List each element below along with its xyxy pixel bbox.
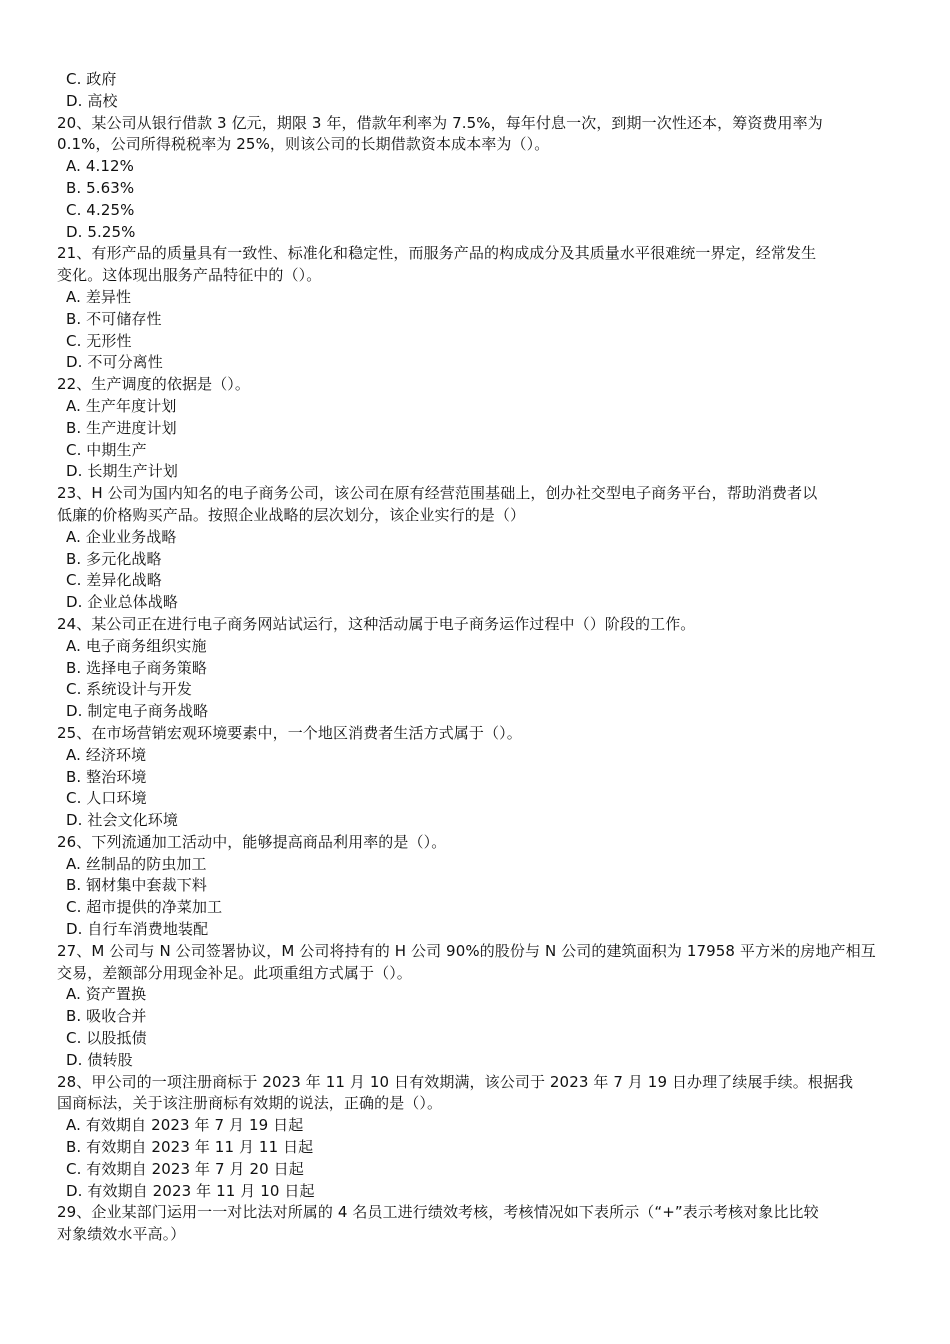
answer-option: C. 人口环境 bbox=[66, 789, 147, 808]
question-text: 22、生产调度的依据是（）。 bbox=[57, 375, 250, 394]
answer-option: B. 不可储存性 bbox=[66, 309, 162, 328]
answer-option: B. 5.63% bbox=[66, 178, 135, 197]
answer-option: B. 选择电子商务策略 bbox=[66, 658, 207, 677]
answer-option: A. 资产置换 bbox=[66, 985, 147, 1004]
question-text: 20、某公司从银行借款 3 亿元，期限 3 年，借款年利率为 7.5%，每年付息一次，到期一次性还本，筹资费用率为 bbox=[57, 113, 823, 132]
answer-option: D. 有效期自 2023 年 11 月 10 日起 bbox=[66, 1181, 315, 1200]
question-text: 25、在市场营销宏观环境要素中，一个地区消费者生活方式属于（）。 bbox=[57, 723, 522, 742]
answer-option: C. 超市提供的净菜加工 bbox=[66, 898, 223, 917]
answer-option: D. 高校 bbox=[66, 91, 118, 110]
answer-option: A. 企业业务战略 bbox=[66, 527, 177, 546]
answer-option: D. 5.25% bbox=[66, 222, 136, 241]
answer-option: D. 社会文化环境 bbox=[66, 811, 178, 830]
answer-option: A. 差异性 bbox=[66, 287, 132, 306]
question-text-continued: 变化。这体现出服务产品特征中的（）。 bbox=[57, 266, 322, 285]
question-text-continued: 低廉的价格购买产品。按照企业战略的层次划分，该企业实行的是（） bbox=[57, 505, 526, 524]
answer-option: C. 以股抵债 bbox=[66, 1029, 147, 1048]
answer-option: D. 自行车消费地装配 bbox=[66, 920, 209, 939]
question-text: 21、有形产品的质量具有一致性、标准化和稳定性，而服务产品的构成成分及其质量水平很难统一界定，经常发生 bbox=[57, 244, 817, 263]
answer-option: C. 中期生产 bbox=[66, 440, 147, 459]
answer-option: B. 吸收合并 bbox=[66, 1007, 147, 1026]
question-text: 29、企业某部门运用一一对比法对所属的 4 名员工进行绩效考核，考核情况如下表所示（“+”表示考核对象比比较 bbox=[57, 1203, 819, 1222]
answer-option: C. 有效期自 2023 年 7 月 20 日起 bbox=[66, 1159, 304, 1178]
answer-option: C. 政府 bbox=[66, 70, 117, 88]
answer-option: B. 多元化战略 bbox=[66, 549, 162, 568]
question-text: 26、下列流通加工活动中，能够提高商品利用率的是（）。 bbox=[57, 832, 447, 851]
question-text: 24、某公司正在进行电子商务网站试运行，这种活动属于电子商务运作过程中（）阶段的工作。 bbox=[57, 614, 696, 633]
answer-option: D. 制定电子商务战略 bbox=[66, 702, 209, 721]
answer-option: C. 系统设计与开发 bbox=[66, 680, 193, 699]
question-text: 28、甲公司的一项注册商标于 2023 年 11 月 10 日有效期满，该公司于 2023 年 7 月 19 日办理了续展手续。根据我 bbox=[57, 1072, 854, 1091]
answer-option: D. 长期生产计划 bbox=[66, 462, 178, 481]
answer-option: C. 差异化战略 bbox=[66, 571, 162, 590]
answer-option: B. 生产进度计划 bbox=[66, 418, 177, 437]
answer-option: A. 电子商务组织实施 bbox=[66, 636, 207, 655]
answer-option: B. 有效期自 2023 年 11 月 11 日起 bbox=[66, 1138, 314, 1157]
question-text: 27、M 公司与 N 公司签署协议，M 公司将持有的 H 公司 90%的股份与 N 公司的建筑面积为 17958 平方米的房地产相互 bbox=[57, 941, 876, 960]
question-text-continued: 对象绩效水平高。） bbox=[57, 1225, 186, 1244]
answer-option: A. 4.12% bbox=[66, 157, 134, 176]
question-text-continued: 0.1%，公司所得税税率为 25%，则该公司的长期借款资本成本率为（）。 bbox=[57, 135, 550, 154]
exam-document bbox=[0, 69, 950, 1246]
question-text-continued: 国商标法，关于该注册商标有效期的说法，正确的是（）。 bbox=[57, 1094, 443, 1113]
answer-option: B. 整治环境 bbox=[66, 767, 147, 786]
answer-option: A. 有效期自 2023 年 7 月 19 日起 bbox=[66, 1116, 304, 1135]
answer-option: C. 无形性 bbox=[66, 331, 132, 350]
question-text: 23、H 公司为国内知名的电子商务公司，该公司在原有经营范围基础上，创办社交型电子商务平台，帮助消费者以 bbox=[57, 484, 818, 503]
answer-option: A. 生产年度计划 bbox=[66, 396, 177, 415]
answer-option: D. 企业总体战略 bbox=[66, 593, 178, 612]
answer-option: B. 钢材集中套裁下料 bbox=[66, 876, 207, 895]
answer-option: C. 4.25% bbox=[66, 200, 135, 219]
answer-option: D. 不可分离性 bbox=[66, 353, 163, 372]
answer-option: A. 经济环境 bbox=[66, 745, 147, 764]
question-text-continued: 交易，差额部分用现金补足。此项重组方式属于（）。 bbox=[57, 963, 412, 982]
answer-option: D. 债转股 bbox=[66, 1050, 133, 1069]
answer-option: A. 丝制品的防虫加工 bbox=[66, 854, 207, 873]
